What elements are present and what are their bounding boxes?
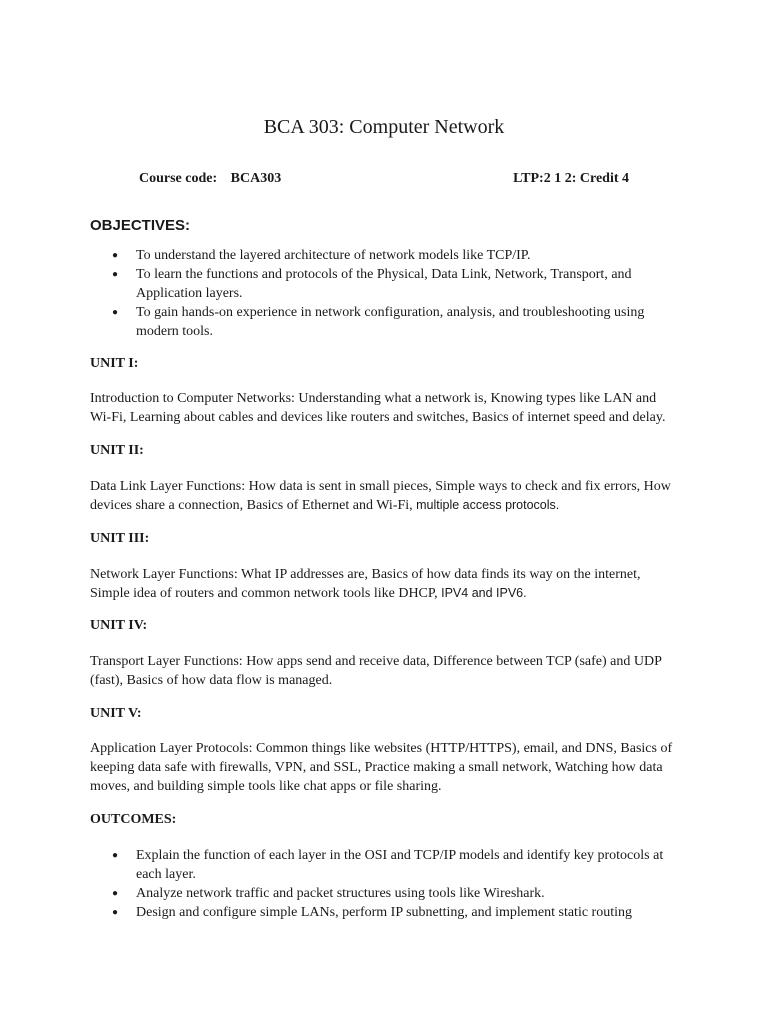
ltp-credit: LTP:2 1 2: Credit 4 <box>513 171 629 186</box>
course-meta <box>139 171 629 187</box>
list-item: ● To understand the layered architecture of network models like TCP/IP. <box>90 246 670 265</box>
unit-2-text <box>90 477 680 515</box>
unit-5-heading: UNIT V: <box>90 706 142 721</box>
outcomes-heading: OUTCOMES: <box>90 812 177 827</box>
unit-1-heading: UNIT I: <box>90 356 139 371</box>
unit-3-suffix: IPV4 and IPV6. <box>441 586 527 600</box>
course-code-label: Course code: <box>139 171 218 186</box>
course-code <box>139 171 281 187</box>
unit-3-main: Network Layer Functions: What IP addresses are, Basics of how data finds its way on the internet, Simple idea of routers and common network tools like DHCP, <box>90 567 641 601</box>
unit-2-main: Data Link Layer Functions: How data is sent in small pieces, Simple ways to check and fix errors, How devices share a connection, Basics of Ethernet and Wi-Fi, <box>90 479 671 513</box>
list-item: ● To learn the functions and protocols of the Physical, Data Link, Network, Transport, and Application layers. <box>90 265 670 303</box>
page-title: BCA 303: Computer Network <box>263 116 505 138</box>
unit-3-heading: UNIT III: <box>90 531 150 546</box>
unit-3-text <box>90 565 680 603</box>
objectives-list <box>90 246 670 341</box>
unit-5-text: Application Layer Protocols: Common things like websites (HTTP/HTTPS), email, and DNS, Basics of keeping data safe with firewalls, VPN, and SSL, Practice making a small network, Watching how data moves, and building simple tools like chat apps or file sharing. <box>90 741 673 794</box>
unit-2-suffix: multiple access protocols. <box>416 498 560 512</box>
unit-4-text: Transport Layer Functions: How apps send and receive data, Difference between TCP (safe) and UDP (fast), Basics of how data flow is managed. <box>90 654 662 688</box>
objectives-heading: OBJECTIVES: <box>90 217 191 234</box>
list-item: ● Explain the function of each layer in the OSI and TCP/IP models and identify key protocols at each layer. <box>90 846 670 884</box>
course-code-value: BCA303 <box>230 171 282 186</box>
list-item: ● To gain hands-on experience in network configuration, analysis, and troubleshooting using modern tools. <box>90 303 670 341</box>
outcomes-list <box>90 846 670 922</box>
list-item: ● Design and configure simple LANs, perform IP subnetting, and implement static routing <box>90 903 670 922</box>
unit-2-heading: UNIT II: <box>90 443 144 458</box>
list-item: ● Analyze network traffic and packet structures using tools like Wireshark. <box>90 884 670 903</box>
unit-1-text: Introduction to Computer Networks: Understanding what a network is, Knowing types like LAN and Wi-Fi, Learning about cables and devices like routers and switches, Basics of internet speed and delay. <box>90 391 666 425</box>
unit-4-heading: UNIT IV: <box>90 618 148 633</box>
